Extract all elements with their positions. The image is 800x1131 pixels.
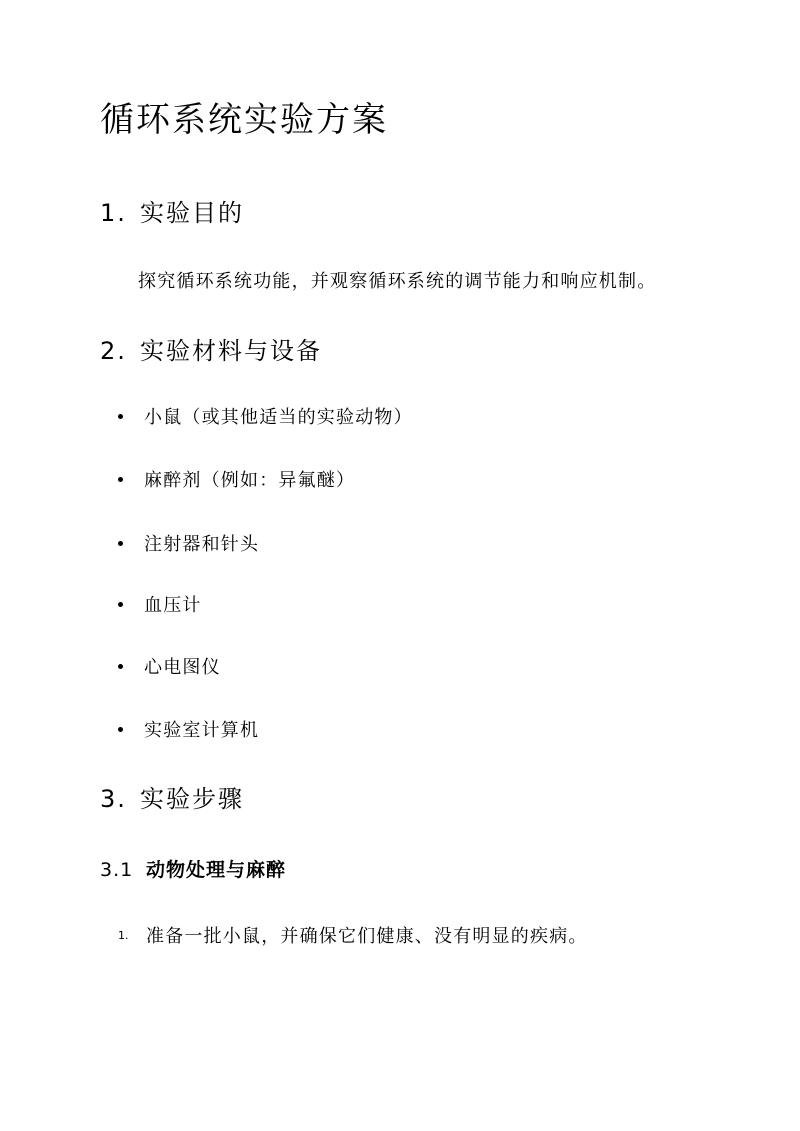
bullet-icon (118, 664, 123, 669)
list-item (118, 467, 355, 495)
bullet-icon (118, 727, 123, 732)
list-item (118, 531, 259, 559)
bullet-icon (118, 541, 123, 546)
numbered-step (118, 923, 588, 951)
subsection-heading-animal-prep (100, 856, 286, 884)
list-item-text: 注射器和针头 (144, 534, 260, 555)
list-item-text: 麻醉剂（例如：异氟醚） (144, 470, 356, 491)
purpose-paragraph: 探究循环系统功能，并观察循环系统的调节能力和响应机制。 (138, 271, 657, 292)
list-item (118, 592, 202, 620)
bullet-icon (118, 602, 123, 607)
list-item-text: 心电图仪 (144, 657, 221, 678)
section-heading-materials (100, 334, 322, 368)
list-item-text: 实验室计算机 (144, 720, 260, 741)
document-title: 循环系统实验方案 (100, 100, 388, 140)
list-item (118, 654, 221, 682)
list-item-text: 小鼠（或其他适当的实验动物） (144, 407, 413, 428)
list-item (118, 717, 259, 745)
section-number: 2. (100, 337, 127, 365)
subsection-title: 动物处理与麻醉 (146, 859, 287, 881)
bullet-icon (118, 477, 123, 482)
list-item-text: 血压计 (144, 595, 202, 616)
section-number: 3. (100, 785, 127, 813)
subsection-number: 3.1 (100, 859, 134, 881)
bullet-icon (118, 414, 123, 419)
section-title: 实验步骤 (140, 785, 244, 813)
list-item (118, 404, 413, 432)
section-number: 1. (100, 199, 127, 227)
section-heading-steps (100, 782, 244, 816)
section-title: 实验目的 (140, 199, 244, 227)
step-marker: 1. (118, 929, 129, 942)
section-title: 实验材料与设备 (140, 337, 322, 365)
section-heading-purpose (100, 196, 244, 230)
step-text: 准备一批小鼠，并确保它们健康、没有明显的疾病。 (146, 926, 588, 947)
